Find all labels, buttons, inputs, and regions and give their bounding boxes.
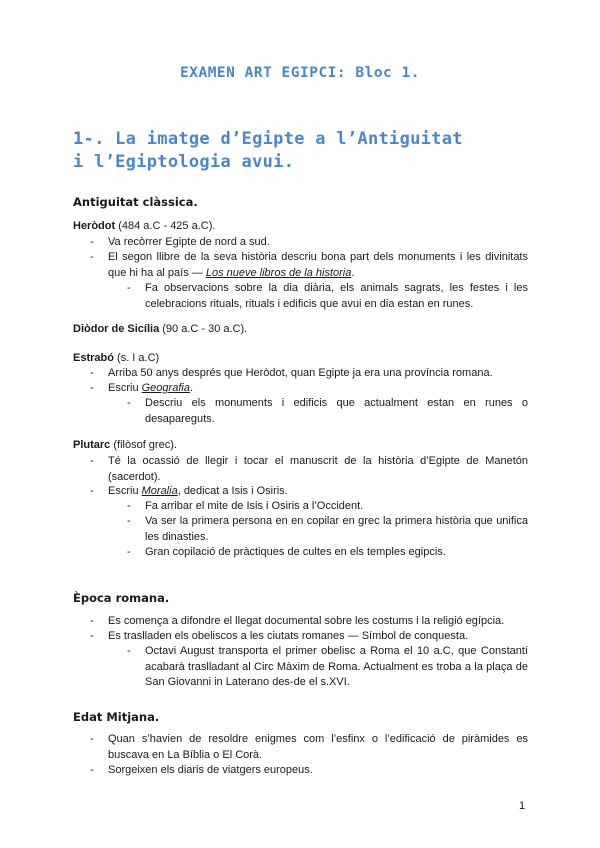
chapter-heading-line-2: i l’Egiptologia avui. <box>73 152 295 172</box>
plutarc-bullet-2 <box>108 484 528 500</box>
bullet-dash: - <box>90 455 94 467</box>
bullet-dash: - <box>90 382 94 394</box>
plutarc-heading <box>73 438 533 453</box>
herodot-bullet-2-end: . <box>351 266 355 279</box>
herodot-dates: (484 a.C - 425 a.C). <box>115 220 216 232</box>
bullet-dash: - <box>90 236 94 248</box>
bullet-dash: - <box>90 630 94 642</box>
herodot-bullet-2 <box>108 250 528 281</box>
plutarc-subbullet-2: Va ser la primera persona en en copilar en grec la primera història que unifica les dinasties. <box>145 515 528 543</box>
document-title: EXAMEN ART EGIPCI: Bloc 1. <box>180 65 420 81</box>
bullet-dash: - <box>90 251 94 263</box>
estrabo-bullet-2 <box>108 381 528 397</box>
estrabo-name: Estrabó <box>73 352 114 364</box>
chapter-heading-line-1: 1-. La imatge d’Egipte a l’Antiguitat <box>73 129 463 149</box>
estrabo-bullet-1: Arriba 50 anys després que Heròdot, quan Egipte ja era una província romana. <box>108 367 493 379</box>
romana-bullet-2: Es traslladen els obeliscos a les ciutats romanes — Símbol de conquesta. <box>108 630 469 642</box>
herodot-bullet-2-text: El segon llibre de la seva història descriu bona part dels monuments i les divinitats que hi ha al país — <box>108 251 528 279</box>
section-mitjana-title: Edat Mitjana. <box>73 710 160 724</box>
page-number: 1 <box>519 800 526 812</box>
estrabo-heading <box>73 351 533 366</box>
romana-bullet-1: Es comença a difondre el llegat documental sobre les costums i la religió egípcia. <box>108 615 505 627</box>
diodor-heading <box>73 322 533 337</box>
bullet-dash: - <box>90 764 94 776</box>
bullet-dash: - <box>90 733 94 745</box>
chapter-heading <box>73 128 543 174</box>
estrabo-subbullet-1: Descriu els monuments i edificis que actualment estan en runes o desapareguts. <box>145 397 528 425</box>
plutarc-subbullet-1: Fa arribar el mite de Isis i Osiris a l’Occident. <box>145 500 364 512</box>
plutarc-name: Plutarc <box>73 439 111 451</box>
bullet-dash: - <box>90 615 94 627</box>
estrabo-bullet-2-end: . <box>189 382 193 394</box>
mitjana-bullet-1: Quan s’havien de resoldre enigmes com l’esfinx o l’edificació de piràmides es buscava en La Bíblia o El Corà. <box>108 733 528 761</box>
bullet-dash: - <box>127 645 131 657</box>
mitjana-bullet-2: Sorgeixen els diaris de viatgers europeus. <box>108 764 313 776</box>
plutarc-bullet-2-text: Escriu <box>108 485 142 497</box>
diodor-dates: (90 a.C - 30 a.C). <box>159 323 248 335</box>
bullet-dash: - <box>127 282 131 294</box>
bullet-dash: - <box>127 397 131 409</box>
plutarc-bullet-2-end: , dedicat a Isis i Osiris. <box>177 485 288 497</box>
bullet-dash: - <box>127 515 131 527</box>
bullet-dash: - <box>90 485 94 497</box>
romana-subbullet-1: Octavi August transporta el primer obelisc a Roma el 10 a.C, que Constantí acabarà traslladant al Circ Màxim de Roma. Actualment es troba a la plaça de San Giovanni in Laterano des-de el s.XVI. <box>145 645 528 688</box>
bullet-dash: - <box>90 367 94 379</box>
bullet-dash: - <box>127 500 131 512</box>
estrabo-book-title: Geografia <box>141 382 190 394</box>
plutarc-dates: (filòsof grec). <box>110 439 177 451</box>
plutarc-book-title: Moralia <box>141 485 178 497</box>
herodot-subbullet-1: Fa observacions sobre la dia diària, els animals sagrats, les festes i les celebracions rituals, rituals i edificis que avui en dia estan en runes. <box>145 282 528 310</box>
estrabo-bullet-2-text: Escriu <box>108 382 142 394</box>
herodot-bullet-1: Va recòrrer Egipte de nord a sud. <box>108 236 270 248</box>
herodot-name: Heròdot <box>73 220 116 232</box>
section-antiguitat-title: Antiguitat clàssica. <box>73 195 198 209</box>
diodor-name: Diòdor de Sicília <box>73 323 160 335</box>
herodot-heading <box>73 219 533 234</box>
plutarc-subbullet-3: Gran copilació de pràctiques de cultes en els temples egipcis. <box>145 546 446 558</box>
bullet-dash: - <box>127 546 131 558</box>
section-romana-title: Època romana. <box>73 591 170 605</box>
herodot-book-title: Los nueve libros de la historia <box>205 266 352 279</box>
plutarc-bullet-1: Té la ocassió de llegir i tocar el manuscrit de la història d’Egipte de Manetón (sacerdot). <box>108 455 528 483</box>
estrabo-dates: (s. I a.C) <box>113 352 160 364</box>
